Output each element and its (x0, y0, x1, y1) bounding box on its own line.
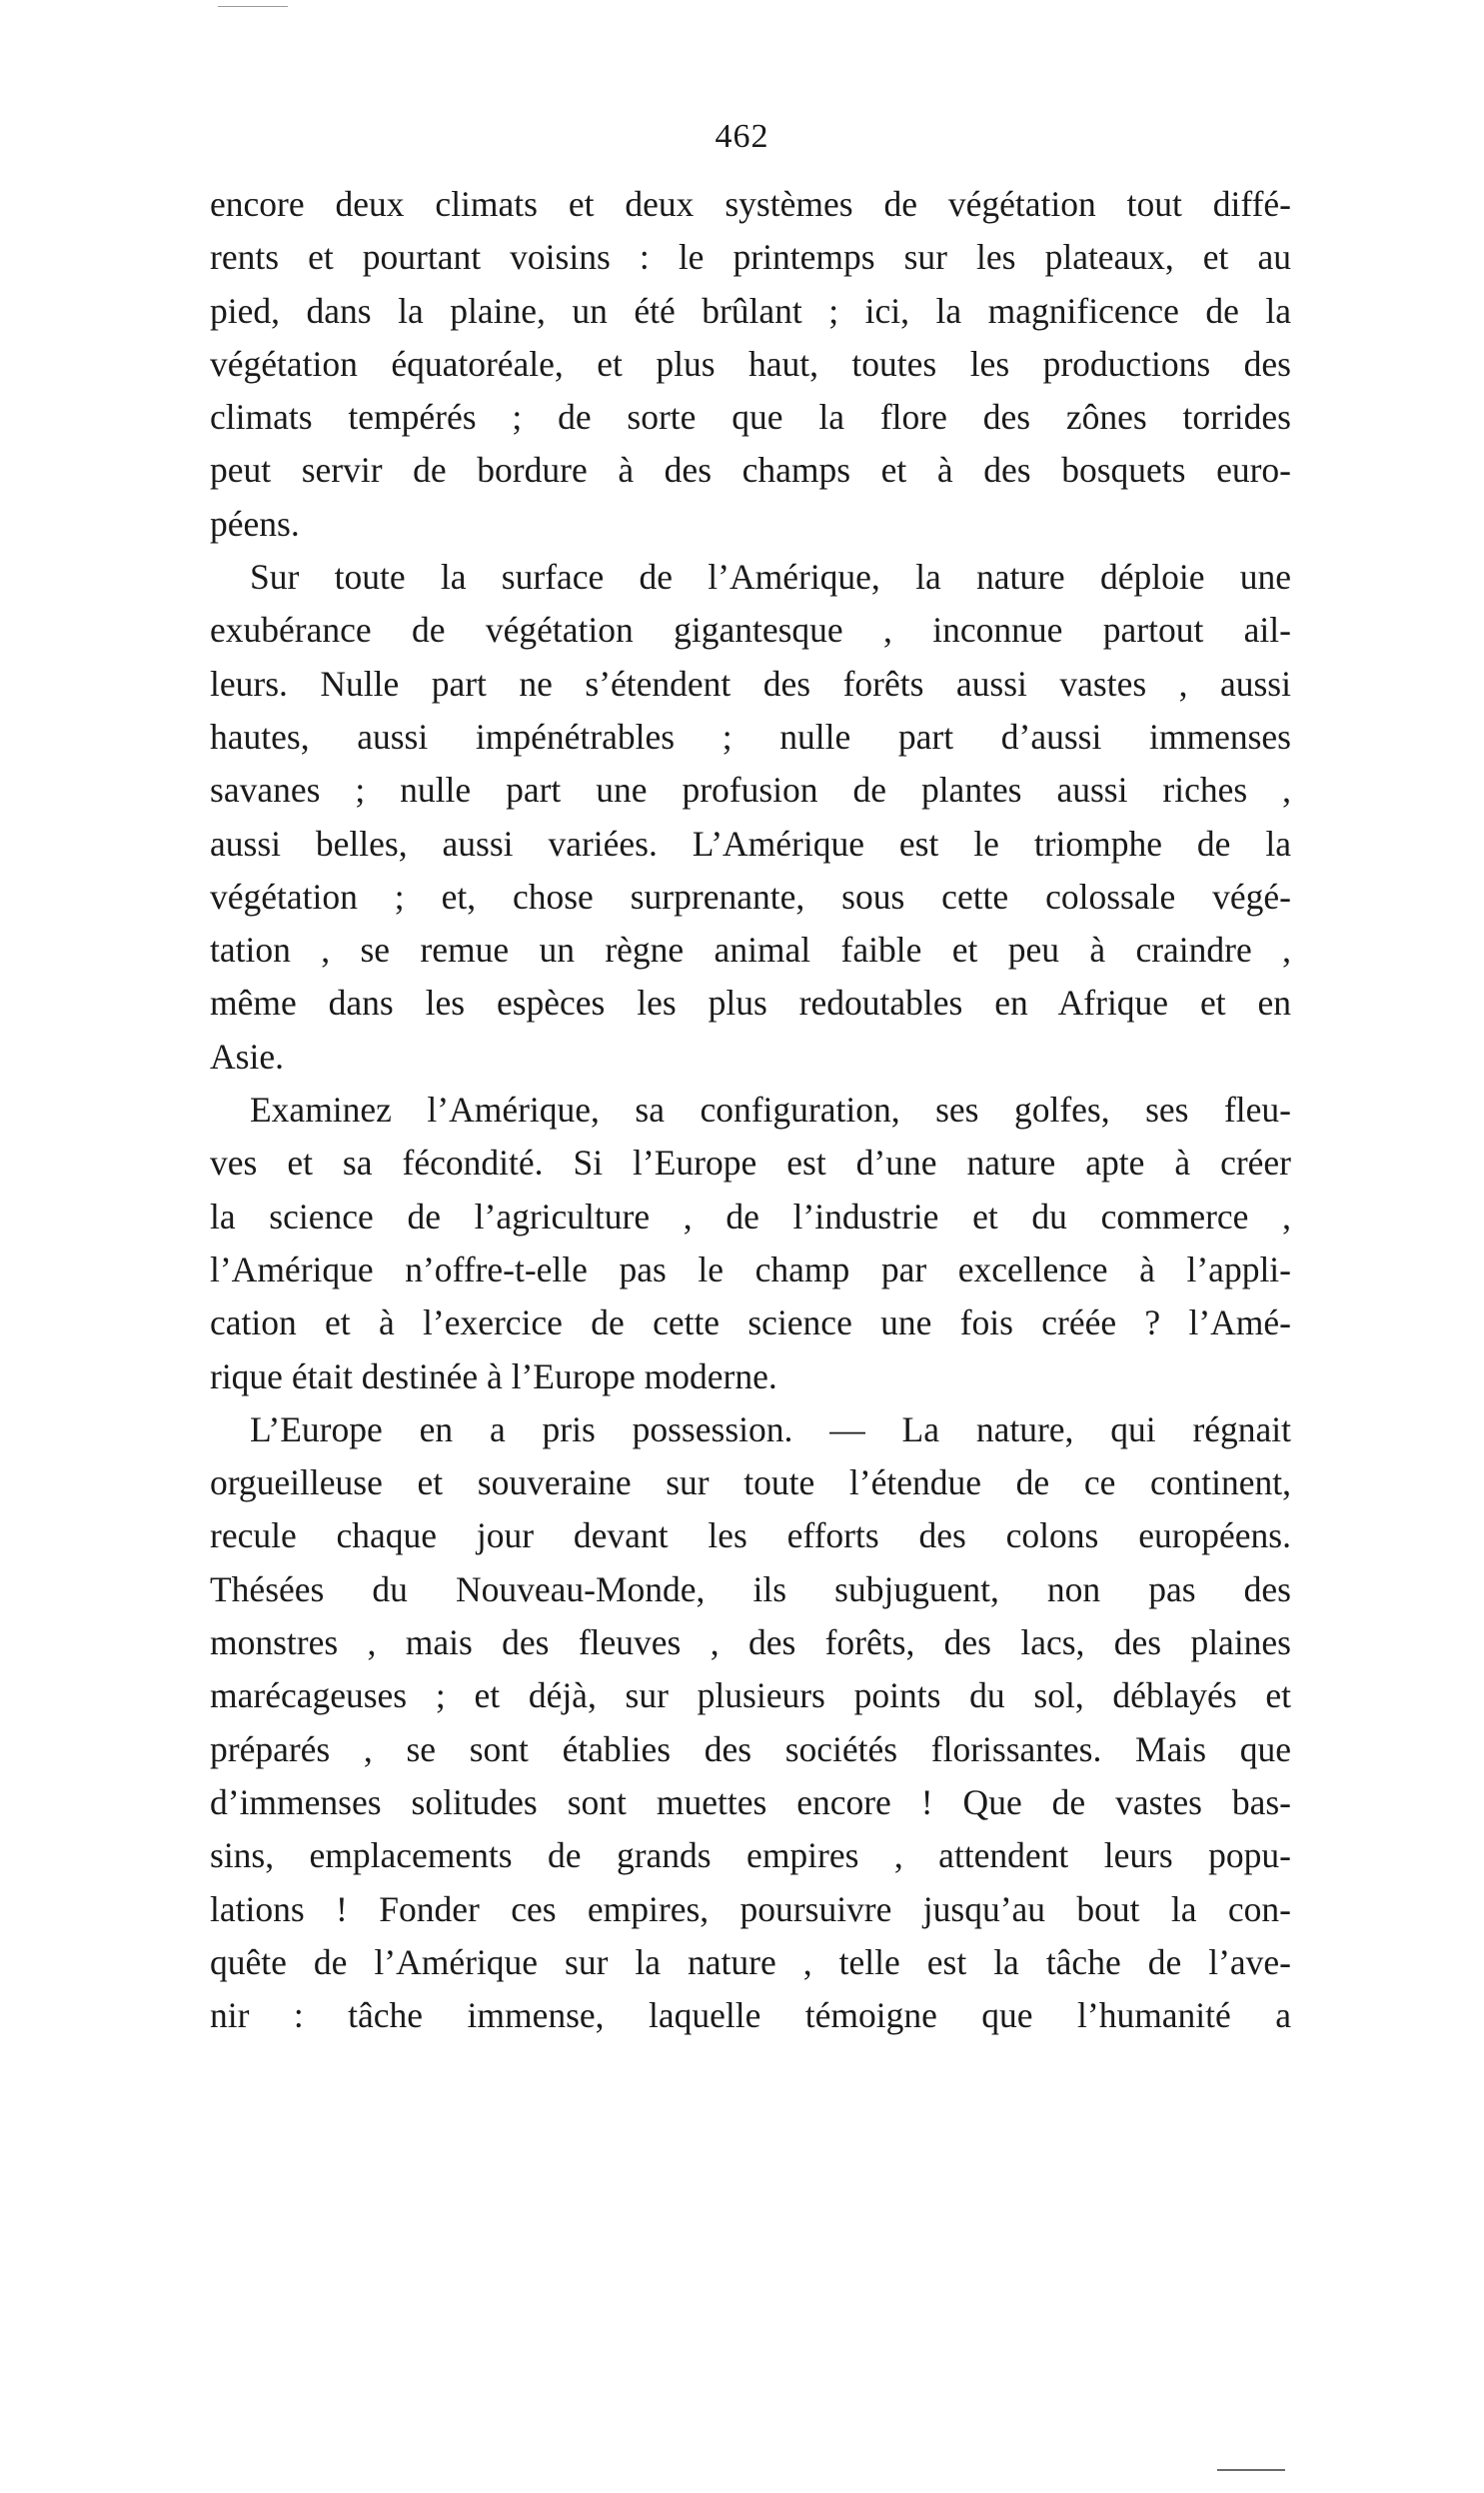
page-number: 462 (715, 118, 769, 155)
text-line: L’Europe en a pris possession. — La nature, qui régnait (250, 1408, 1291, 1449)
bottom-edge-rule (1217, 2469, 1285, 2471)
text-line: lations ! Fonder ces empires, poursuivre jusqu’au bout la con- (210, 1888, 1291, 1929)
text-line: rents et pourtant voisins : le printemps sur les plateaux, et au (210, 237, 1291, 278)
text-line: quête de l’Amérique sur la nature , telle est la tâche de l’ave- (210, 1941, 1291, 1982)
text-line: climats tempérés ; de sorte que la flore des zônes torrides (210, 397, 1291, 438)
text-line: peut servir de bordure à des champs et à des bosquets euro- (210, 450, 1291, 491)
text-line: péens. (210, 503, 300, 544)
text-line: nir : tâche immense, laquelle témoigne que l’humanité a (210, 1995, 1291, 2036)
top-edge-rule (218, 6, 288, 7)
text-line: Thésées du Nouveau-Monde, ils subjuguent, non pas des (210, 1568, 1291, 1609)
text-line: végétation équatoréale, et plus haut, toutes les productions des (210, 343, 1291, 384)
body-text (210, 178, 1291, 2042)
text-line: leurs. Nulle part ne s’étendent des forêts aussi vastes , aussi (210, 663, 1291, 704)
text-line: hautes, aussi impénétrables ; nulle part d’aussi immenses (210, 716, 1291, 757)
text-line: sins, emplacements de grands empires , attendent leurs popu- (210, 1835, 1291, 1876)
text-line: marécageuses ; et déjà, sur plusieurs points du sol, déblayés et (210, 1675, 1291, 1716)
text-line: encore deux climats et deux systèmes de végétation tout diffé- (210, 184, 1291, 224)
text-line: la science de l’agriculture , de l’industrie et du commerce , (210, 1196, 1291, 1237)
text-line: tation , se remue un règne animal faible et peu à craindre , (210, 930, 1291, 971)
text-line: rique était destinée à l’Europe moderne. (210, 1355, 777, 1396)
text-line: végétation ; et, chose surprenante, sous cette colossale végé- (210, 876, 1291, 917)
text-line: Asie. (210, 1036, 284, 1077)
text-line: préparés , se sont établies des sociétés florissantes. Mais que (210, 1728, 1291, 1769)
text-line: ves et sa fécondité. Si l’Europe est d’une nature apte à créer (210, 1143, 1291, 1184)
text-line: d’immenses solitudes sont muettes encore ! Que de vastes bas- (210, 1781, 1291, 1822)
text-line: Examinez l’Amérique, sa configuration, ses golfes, ses fleu- (250, 1090, 1291, 1131)
text-line: pied, dans la plaine, un été brûlant ; ici, la magnificence de la (210, 290, 1291, 331)
text-line: exubérance de végétation gigantesque , inconnue partout ail- (210, 610, 1291, 651)
text-line: l’Amérique n’offre-t-elle pas le champ par excellence à l’appli- (210, 1248, 1291, 1289)
text-line: savanes ; nulle part une profusion de plantes aussi riches , (210, 770, 1291, 811)
text-line: Sur toute la surface de l’Amérique, la nature déploie une (250, 557, 1291, 598)
text-line: même dans les espèces les plus redoutables en Afrique et en (210, 983, 1291, 1024)
text-line: aussi belles, aussi variées. L’Amérique est le triomphe de la (210, 823, 1291, 864)
text-line: monstres , mais des fleuves , des forêts, des lacs, des plaines (210, 1622, 1291, 1663)
text-line: recule chaque jour devant les efforts des colons européens. (210, 1515, 1291, 1556)
text-line: cation et à l’exercice de cette science une fois créée ? l’Amé- (210, 1302, 1291, 1343)
text-line: orgueilleuse et souveraine sur toute l’étendue de ce continent, (210, 1462, 1291, 1503)
